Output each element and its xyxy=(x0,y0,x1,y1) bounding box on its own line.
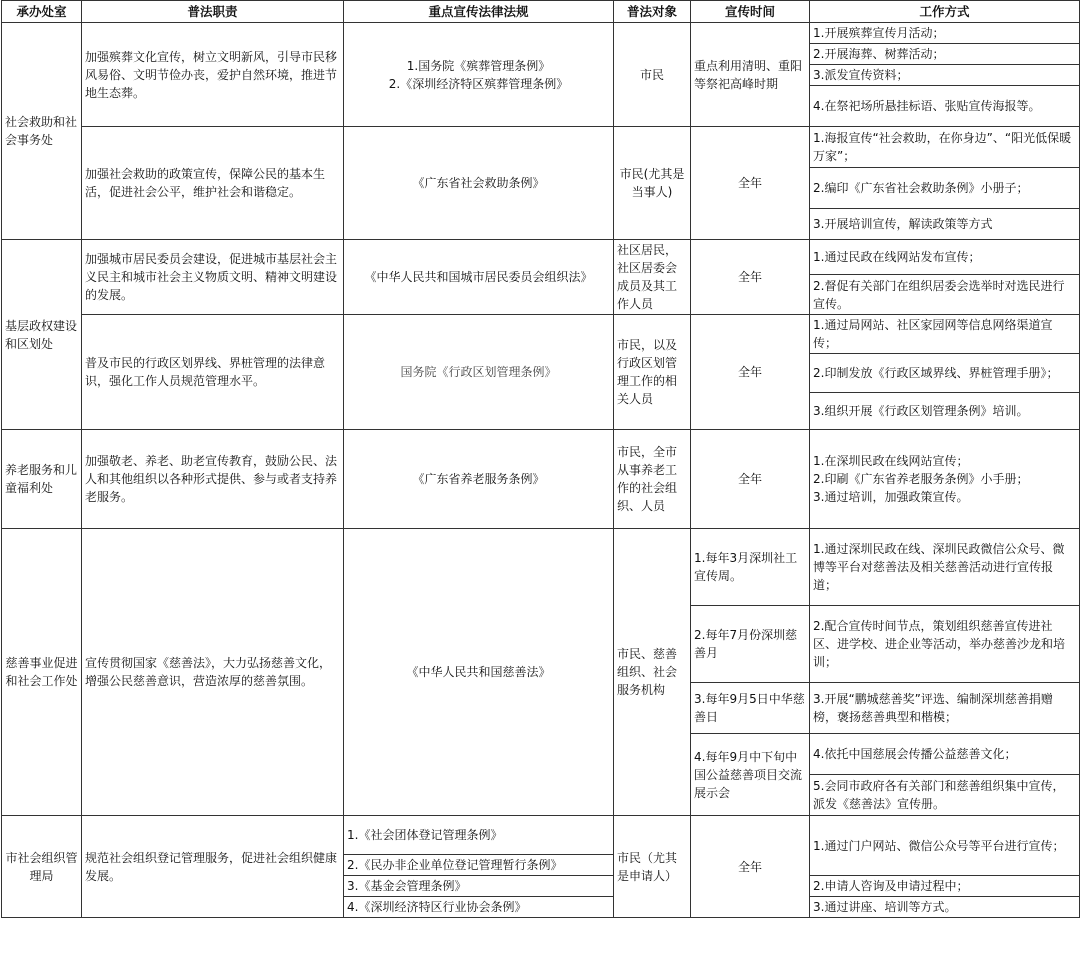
target-cell: 市民（尤其是申请人） xyxy=(614,816,691,918)
time-cell: 全年 xyxy=(691,127,810,240)
target-cell: 市民，全市从事养老工作的社会组织、人员 xyxy=(614,430,691,529)
method-item: 3.通过培训，加强政策宣传。 xyxy=(813,490,969,504)
header-row xyxy=(2,1,1080,23)
method-cell: 1.通过门户网站、微信公众号等平台进行宣传； xyxy=(810,816,1080,876)
method-cell: 3.开展“鹏城慈善奖”评选、编制深圳慈善捐赠榜，褒扬慈善典型和楷模； xyxy=(810,683,1080,734)
laws-cell: 国务院《行政区划管理条例》 xyxy=(344,315,614,430)
duty-cell: 加强社会救助的政策宣传，保障公民的基本生活，促进社会公平，维护社会和谐稳定。 xyxy=(82,127,344,240)
target-cell: 社区居民，社区居委会成员及其工作人员 xyxy=(614,240,691,315)
law-item: 1.国务院《殡葬管理条例》 xyxy=(406,58,551,73)
law-item: 4.《深圳经济特区行业协会条例》 xyxy=(344,897,614,918)
methods-cell xyxy=(810,430,1080,529)
target-cell: 市民 xyxy=(614,23,691,127)
method-cell: 2.印制发放《行政区域界线、界桩管理手册》； xyxy=(810,354,1080,393)
method-cell: 4.在祭祀场所悬挂标语、张贴宣传海报等。 xyxy=(810,86,1080,127)
office-cell: 基层政权建设和区划处 xyxy=(2,240,82,430)
method-cell: 1.海报宣传“社会救助，在你身边”、“阳光低保暖万家”； xyxy=(810,127,1080,168)
method-item: 2.印刷《广东省养老服务条例》小手册； xyxy=(813,472,1029,486)
duty-cell: 宣传贯彻国家《慈善法》，大力弘扬慈善文化，增强公民慈善意识，营造浓厚的慈善氛围。 xyxy=(82,529,344,816)
table-row xyxy=(2,529,1080,606)
duty-cell: 普及市民的行政区划界线、界桩管理的法律意识，强化工作人员规范管理水平。 xyxy=(82,315,344,430)
time-cell: 2.每年7月份深圳慈善月 xyxy=(691,606,810,683)
method-cell: 3.通过讲座、培训等方式。 xyxy=(810,897,1080,918)
law-item: 2.《民办非企业单位登记管理暂行条例》 xyxy=(344,855,614,876)
method-cell: 1.通过民政在线网站发布宣传； xyxy=(810,240,1080,275)
method-cell: 2.开展海葬、树葬活动； xyxy=(810,44,1080,65)
method-cell: 2.配合宣传时间节点，策划组织慈善宣传进社区、进学校、进企业等活动，举办慈善沙龙和培训； xyxy=(810,606,1080,683)
header-target: 普法对象 xyxy=(614,1,691,23)
law-item: 2.《深圳经济特区殡葬管理条例》 xyxy=(388,76,569,91)
time-cell: 全年 xyxy=(691,430,810,529)
method-cell: 2.编印《广东省社会救助条例》小册子； xyxy=(810,168,1080,209)
method-cell: 5.会同市政府各有关部门和慈善组织集中宣传，派发《慈善法》宣传册。 xyxy=(810,775,1080,816)
time-cell: 1.每年3月深圳社工宣传周。 xyxy=(691,529,810,606)
laws-cell: 《广东省社会救助条例》 xyxy=(344,127,614,240)
office-cell: 市社会组织管理局 xyxy=(2,816,82,918)
header-time: 宣传时间 xyxy=(691,1,810,23)
law-item: 3.《基金会管理条例》 xyxy=(344,876,614,897)
header-duty: 普法职责 xyxy=(82,1,344,23)
office-cell: 社会救助和社会事务处 xyxy=(2,23,82,240)
office-cell: 养老服务和儿童福利处 xyxy=(2,430,82,529)
method-cell: 3.组织开展《行政区划管理条例》培训。 xyxy=(810,393,1080,430)
laws-cell: 《中华人民共和国慈善法》 xyxy=(344,529,614,816)
time-cell: 全年 xyxy=(691,816,810,918)
method-cell: 1.开展殡葬宣传月活动； xyxy=(810,23,1080,44)
time-cell: 4.每年9月中下旬中国公益慈善项目交流展示会 xyxy=(691,734,810,816)
method-item: 1.在深圳民政在线网站宣传； xyxy=(813,454,969,468)
table-row xyxy=(2,816,1080,855)
method-cell: 3.开展培训宣传，解读政策等方式 xyxy=(810,209,1080,240)
method-cell: 3.派发宣传资料； xyxy=(810,65,1080,86)
table-row xyxy=(2,23,1080,44)
laws-cell: 《中华人民共和国城市居民委员会组织法》 xyxy=(344,240,614,315)
target-cell: 市民，以及行政区划管理工作的相关人员 xyxy=(614,315,691,430)
laws-cell: 《广东省养老服务条例》 xyxy=(344,430,614,529)
header-office: 承办处室 xyxy=(2,1,82,23)
table-row xyxy=(2,315,1080,354)
method-cell: 1.通过局网站、社区家园网等信息网络渠道宣传； xyxy=(810,315,1080,354)
target-cell: 市民(尤其是当事人) xyxy=(614,127,691,240)
time-cell: 重点利用清明、重阳等祭祀高峰时期 xyxy=(691,23,810,127)
header-methods: 工作方式 xyxy=(810,1,1080,23)
duty-cell: 规范社会组织登记管理服务，促进社会组织健康发展。 xyxy=(82,816,344,918)
method-cell: 2.督促有关部门在组织居委会选举时对选民进行宣传。 xyxy=(810,275,1080,315)
time-cell: 3.每年9月5日中华慈善日 xyxy=(691,683,810,734)
method-cell: 4.依托中国慈展会传播公益慈善文化； xyxy=(810,734,1080,775)
table-row xyxy=(2,430,1080,529)
target-cell: 市民、慈善组织、社会服务机构 xyxy=(614,529,691,816)
duty-cell: 加强殡葬文化宣传，树立文明新风，引导市民移风易俗、文明节俭办丧，爱护自然环境，推进节地生态葬。 xyxy=(82,23,344,127)
method-cell: 2.申请人咨询及申请过程中； xyxy=(810,876,1080,897)
laws-cell xyxy=(344,23,614,127)
header-laws: 重点宣传法律法规 xyxy=(344,1,614,23)
table-row xyxy=(2,240,1080,275)
method-cell: 1.通过深圳民政在线、深圳民政微信公众号、微博等平台对慈善法及相关慈善活动进行宣传报道； xyxy=(810,529,1080,606)
law-item: 1.《社会团体登记管理条例》 xyxy=(344,816,614,855)
time-cell: 全年 xyxy=(691,315,810,430)
table-row xyxy=(2,127,1080,168)
duty-cell: 加强城市居民委员会建设，促进城市基层社会主义民主和城市社会主义物质文明、精神文明建设的发展。 xyxy=(82,240,344,315)
duty-cell: 加强敬老、养老、助老宣传教育，鼓励公民、法人和其他组织以各种形式提供、参与或者支持养老服务。 xyxy=(82,430,344,529)
office-cell: 慈善事业促进和社会工作处 xyxy=(2,529,82,816)
time-cell: 全年 xyxy=(691,240,810,315)
legal-publicity-table xyxy=(1,0,1080,918)
